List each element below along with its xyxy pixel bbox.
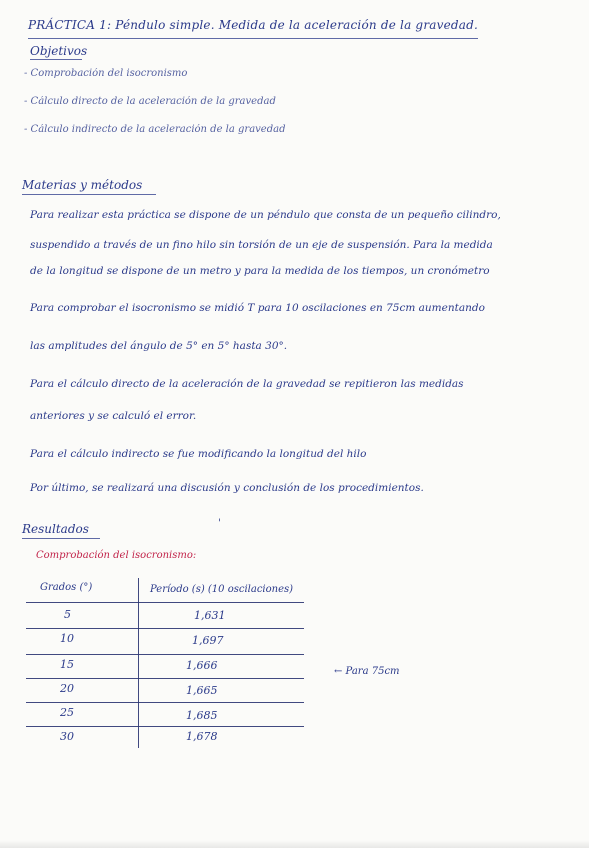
table-cell-degrees: 15 [60, 658, 74, 671]
length-note: ← Para 75cm [334, 666, 400, 677]
table-cell-degrees: 20 [60, 682, 74, 695]
table-cell-period: 1,665 [186, 684, 218, 697]
table-cell-period: 1,666 [186, 659, 218, 672]
isochronism-subheading: Comprobación del isocronismo: [36, 550, 197, 561]
table-cell-degrees: 30 [60, 730, 74, 743]
methods-line: suspendido a través de un fino hilo sin torsión de un eje de suspensión. Para la medida [30, 239, 493, 251]
page-title: PRÁCTICA 1: Péndulo simple. Medida de la aceleración de la gravedad. [28, 18, 479, 32]
table-header-degrees: Grados (°) [40, 582, 93, 593]
table-cell-period: 1,678 [186, 730, 218, 743]
table-cell-degrees: 10 [60, 632, 74, 645]
table-rule [26, 678, 304, 679]
results-underline [22, 538, 100, 539]
table-cell-degrees: 5 [64, 608, 71, 621]
methods-line: Para el cálculo indirecto se fue modificando la longitud del hilo [30, 448, 367, 460]
table-rule [26, 654, 304, 655]
page-bottom-shadow [0, 840, 589, 848]
methods-line: de la longitud se dispone de un metro y para la medida de los tiempos, un cronómetro [30, 265, 490, 277]
table-rule [26, 628, 304, 629]
table-cell-degrees: 25 [60, 706, 74, 719]
methods-line: Por último, se realizará una discusión y conclusión de los procedimientos. [30, 482, 424, 494]
methods-line: Para realizar esta práctica se dispone de un péndulo que consta de un pequeño cilindro, [30, 209, 501, 221]
methods-underline [22, 194, 156, 195]
stray-mark: ' [218, 518, 221, 529]
title-underline [28, 38, 478, 39]
objectives-heading: Objetivos [30, 44, 88, 58]
table-header-period: Período (s) (10 oscilaciones) [150, 584, 294, 595]
table-cell-period: 1,631 [194, 609, 226, 622]
objectives-underline [30, 59, 82, 60]
methods-line: las amplitudes del ángulo de 5° en 5° hasta 30°. [30, 340, 288, 352]
methods-line: anteriores y se calculó el error. [30, 410, 197, 422]
results-heading: Resultados [22, 522, 89, 536]
methods-line: Para el cálculo directo de la aceleración de la gravedad se repitieron las medidas [30, 378, 464, 390]
methods-heading: Materias y métodos [22, 178, 143, 192]
table-rule [26, 726, 304, 727]
table-column-divider [138, 578, 139, 748]
objective-item: - Comprobación del isocronismo [24, 68, 188, 79]
objective-item: - Cálculo indirecto de la aceleración de la gravedad [24, 124, 286, 135]
methods-line: Para comprobar el isocronismo se midió T para 10 oscilaciones en 75cm aumentando [30, 302, 485, 314]
table-cell-period: 1,685 [186, 709, 218, 722]
table-cell-period: 1,697 [192, 634, 224, 647]
table-rule [26, 702, 304, 703]
objective-item: - Cálculo directo de la aceleración de la gravedad [24, 96, 276, 107]
table-rule [26, 602, 304, 603]
isochronism-table [26, 578, 304, 748]
